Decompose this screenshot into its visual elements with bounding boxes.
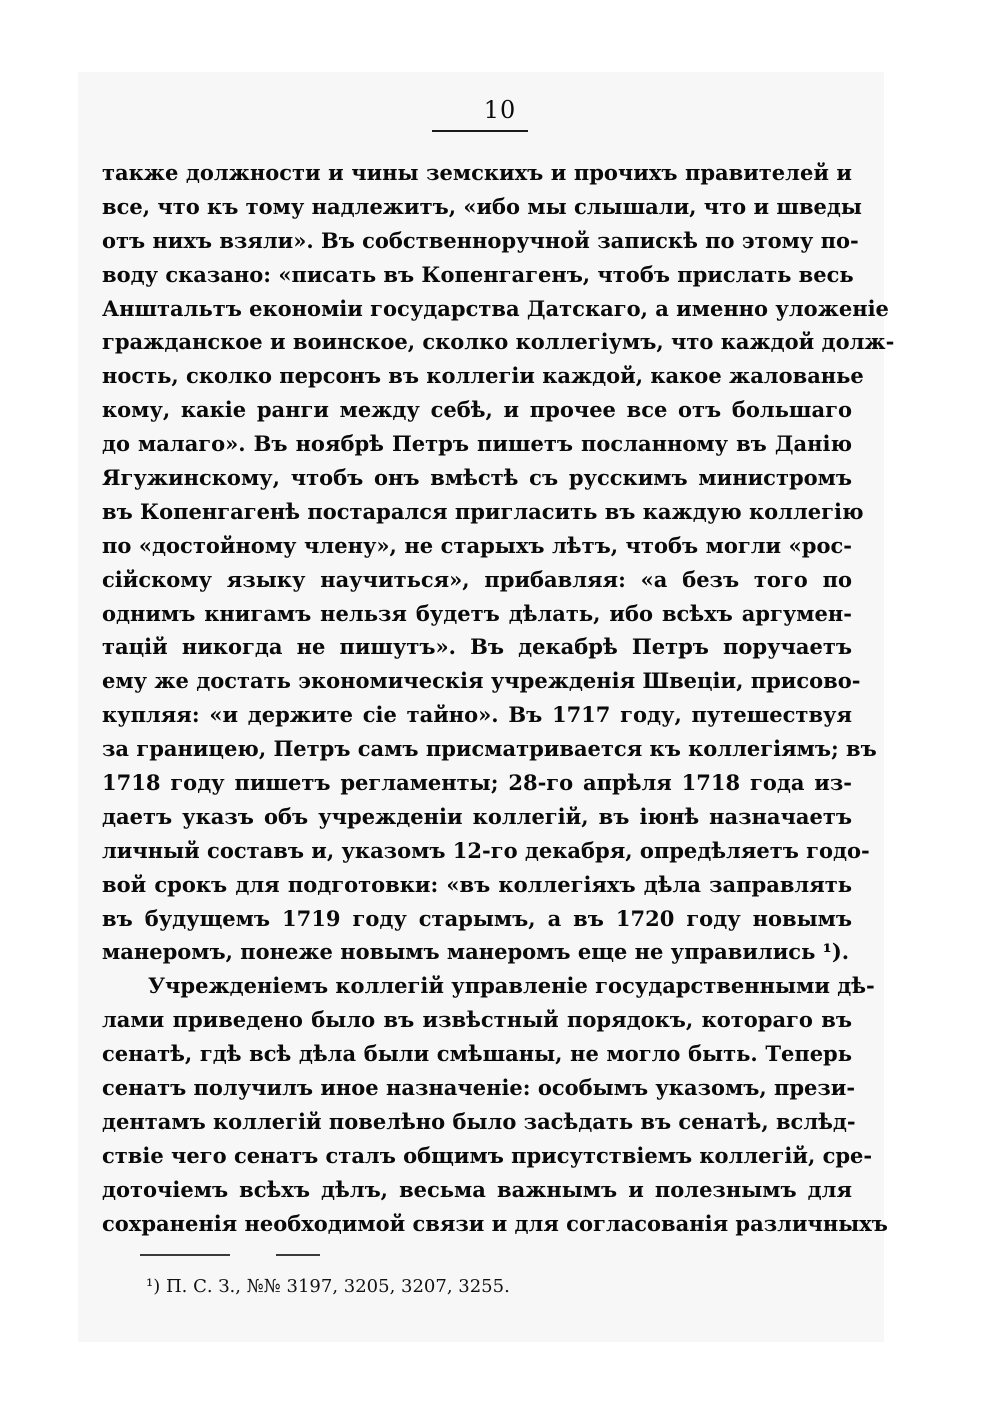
text-line: по «достойному члену», не старыхъ лѣтъ, чтобъ могли «рос- — [102, 532, 852, 558]
footnote-marker: ¹) — [146, 1276, 161, 1297]
body-text — [102, 156, 895, 1241]
text-line: Анштальтъ економіи государства Датскаго, а именно уложеніе — [102, 295, 889, 321]
text-line: гражданское и воинское, сколко коллегіумъ, что каждой долж- — [102, 329, 895, 355]
text-line: лами приведено было въ извѣстный порядокъ, котораго въ — [102, 1007, 852, 1033]
text-line: кому, какіе ранги между себѣ, и прочее все отъ большаго — [102, 397, 852, 423]
paragraph-1 — [102, 156, 895, 969]
page-number-rule — [432, 130, 528, 132]
text-line: ность, сколко персонъ въ коллегіи каждой, какое жалованье — [102, 363, 864, 389]
text-line: вой срокъ для подготовки: «въ коллегіяхъ дѣла заправлять — [102, 871, 852, 897]
text-line: за границею, Петръ самъ присматривается къ коллегіямъ; въ — [102, 736, 877, 762]
text-line: воду сказано: «писать въ Копенгагенъ, чтобъ прислать весь — [102, 261, 854, 287]
page-number: 10 — [483, 96, 517, 124]
text-line: манеромъ, понеже новымъ манеромъ еще не управились ¹). — [102, 939, 850, 965]
text-line: однимъ книгамъ нельзя будетъ дѣлать, ибо всѣхъ аргумен- — [102, 600, 852, 626]
text-line: дентамъ коллегій повелѣно было засѣдать въ сенатѣ, вслѣд- — [102, 1108, 856, 1134]
text-line: сенатѣ, гдѣ всѣ дѣла были смѣшаны, не могло быть. Теперь — [102, 1041, 852, 1067]
footnote-text: П. С. З., №№ 3197, 3205, 3207, 3255. — [165, 1276, 510, 1297]
text-line: до малаго». Въ ноябрѣ Петръ пишетъ посланному въ Данію — [102, 431, 852, 457]
text-line: въ будущемъ 1719 году старымъ, а въ 1720 году новымъ — [102, 905, 852, 931]
text-line: въ Копенгагенѣ постарался пригласить въ каждую коллегію — [102, 498, 864, 524]
text-line: также должности и чины земскихъ и прочихъ правителей и — [102, 160, 852, 185]
text-line: Учрежденіемъ коллегій управленіе государственными дѣ- — [148, 973, 875, 999]
text-line: даетъ указъ объ учрежденіи коллегій, въ іюнѣ назначаетъ — [102, 803, 852, 829]
footnote-divider — [140, 1254, 320, 1256]
text-line: купляя: «и держите сіе тайно». Въ 1717 году, путешествуя — [102, 702, 852, 728]
text-line: личный составъ и, указомъ 12-го декабря, опредѣляетъ годо- — [102, 837, 870, 863]
footnote — [146, 1276, 510, 1297]
text-line: тацій никогда не пишутъ». Въ декабрѣ Петръ поручаетъ — [102, 634, 852, 660]
text-line: ствіе чего сенатъ сталъ общимъ присутствіемъ коллегій, сре- — [102, 1142, 873, 1168]
text-line: сійскому языку научиться», прибавляя: «а безъ того по — [102, 566, 852, 592]
text-line: Ягужинскому, чтобъ онъ вмѣстѣ съ русскимъ министромъ — [102, 465, 852, 491]
text-line: доточіемъ всѣхъ дѣлъ, весьма важнымъ и полезнымъ для — [102, 1176, 852, 1202]
text-line: сохраненія необходимой связи и для согласованія различныхъ — [102, 1210, 888, 1236]
text-line: ему же достать экономическія учрежденія Швеціи, присово- — [102, 668, 861, 694]
text-line: все, что къ тому надлежитъ, «ибо мы слышали, что и шведы — [102, 193, 862, 219]
paragraph-2 — [102, 969, 888, 1240]
text-line: сенатъ получилъ иное назначеніе: особымъ указомъ, прези- — [102, 1075, 856, 1101]
text-line: 1718 году пишетъ регламенты; 28-го апрѣля 1718 года из- — [102, 770, 852, 796]
text-line: отъ нихъ взяли». Въ собственноручной запискѣ по этому по- — [102, 227, 859, 253]
